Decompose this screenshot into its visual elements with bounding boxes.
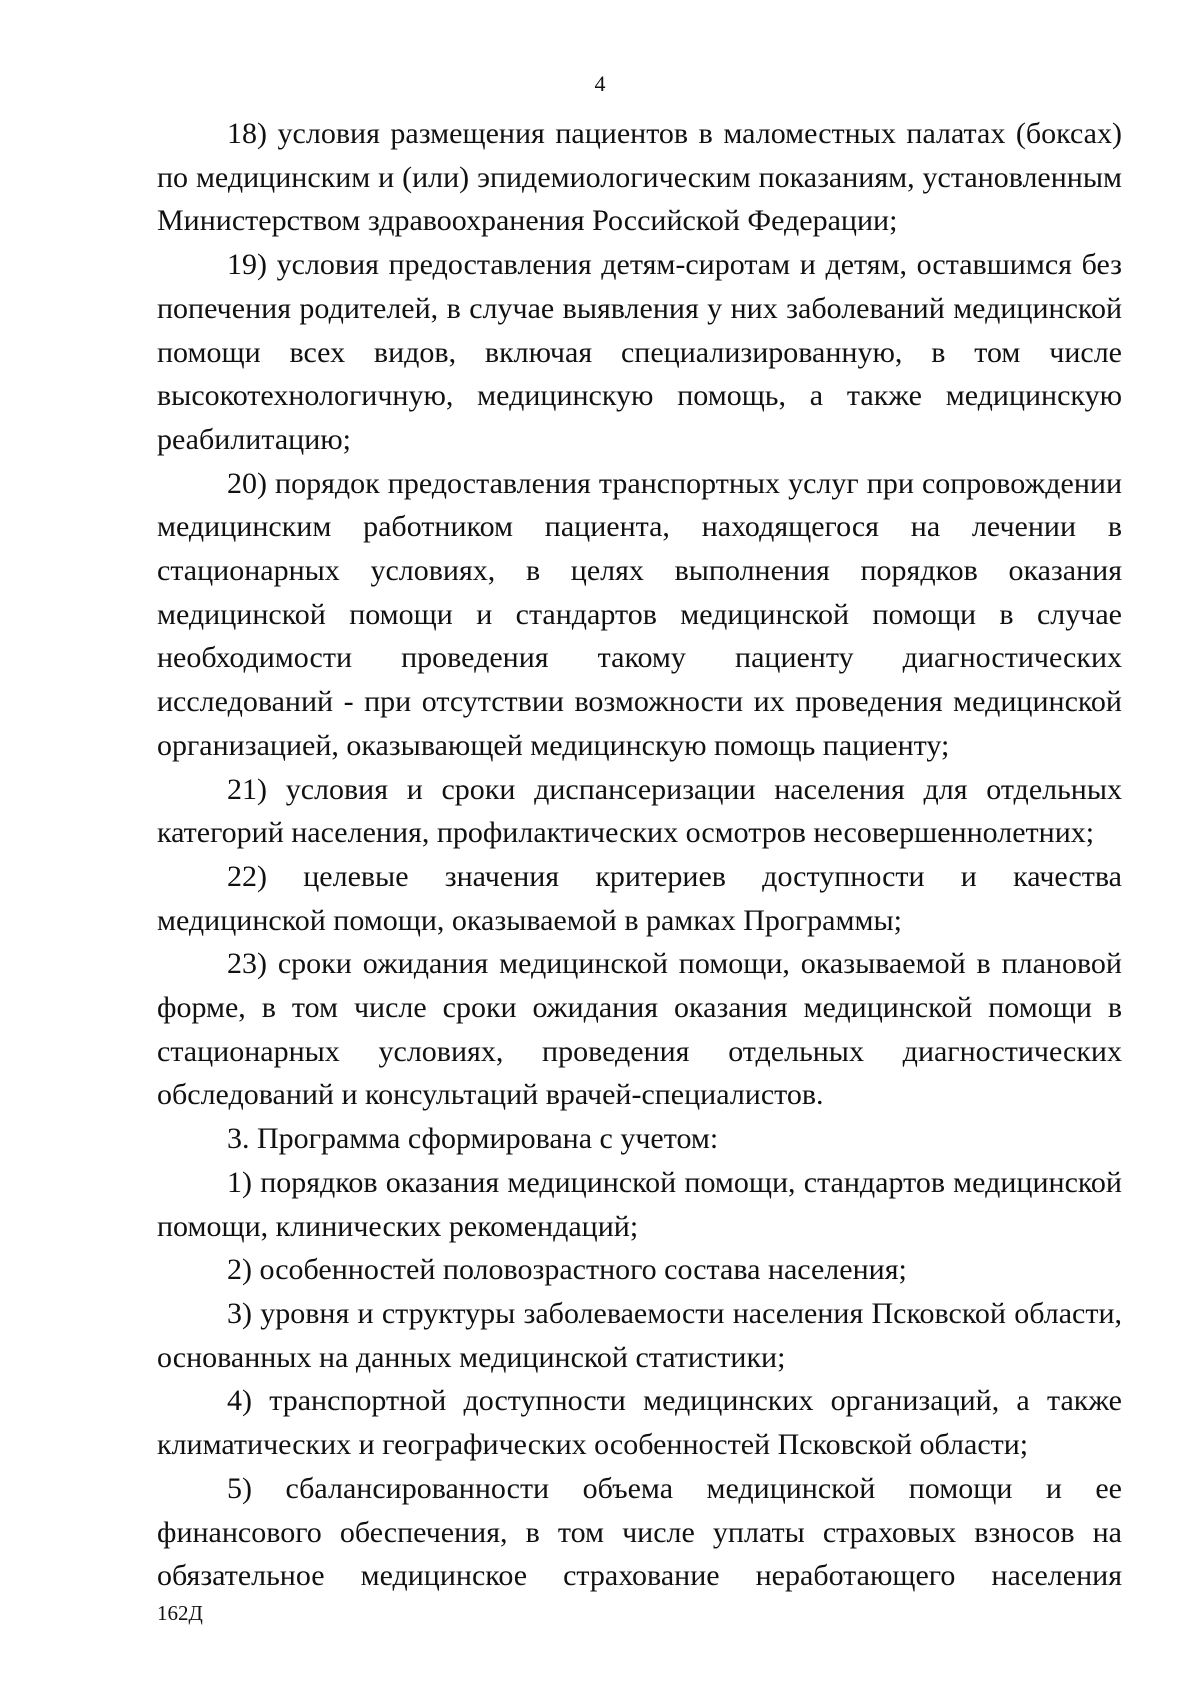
list-item-5: 5) сбалансированности объема медицинской помощи и ее финансового обеспечения, в том числе уплаты страховых взносов на обязательное медицинское страхование неработающего населения	[157, 1471, 1122, 1593]
document-code: 162Д	[157, 1601, 203, 1625]
paragraph-22: 22) целевые значения критериев доступности и качества медицинской помощи, оказываемой в рамках Программы;	[157, 859, 1122, 937]
paragraph-18: 18) условия размещения пациентов в маломестных палатах (боксах) по медицинским и (или) эпидемиологическим показаниям, установленным Министерством здравоохранения Российской Федерации;	[157, 117, 1122, 238]
list-item-4: 4) транспортной доступности медицинских организаций, а также климатических и географических особенностей Псковской области;	[157, 1384, 1122, 1462]
list-item-3: 3) уровня и структуры заболеваемости населения Псковской области, основанных на данных медицинской статистики;	[157, 1296, 1122, 1374]
document-body	[157, 112, 1122, 1598]
paragraph-20: 20) порядок предоставления транспортных услуг при сопровождении медицинским работником пациента, находящегося на лечении в стационарных условиях, в целях выполнения порядков оказания медицинской помощи и стандартов медицинской помощи в случае необходимости проведения такому пациенту диагностических исследований - при отсутствии возможности их проведения медицинской организацией, оказывающей медицинскую помощь пациенту;	[157, 466, 1122, 762]
paragraph-21: 21) условия и сроки диспансеризации населения для отдельных категорий населения, профилактических осмотров несовершеннолетних;	[157, 772, 1122, 850]
section-3-heading: 3. Программа сформирована с учетом:	[227, 1122, 719, 1156]
list-item-2: 2) особенностей половозрастного состава населения;	[227, 1253, 907, 1287]
paragraph-19: 19) условия предоставления детям-сиротам и детям, оставшимся без попечения родителей, в случае выявления у них заболеваний медицинской помощи всех видов, включая специализированную, в том числе высокотехнологичную, медицинскую помощь, а также медицинскую реабилитацию;	[157, 248, 1122, 456]
list-item-1: 1) порядков оказания медицинской помощи, стандартов медицинской помощи, клинических рекомендаций;	[157, 1165, 1122, 1243]
paragraph-23: 23) сроки ожидания медицинской помощи, оказываемой в плановой форме, в том числе сроки ожидания оказания медицинской помощи в стационарных условиях, проведения отдельных диагностических обследований и консультаций врачей-специалистов.	[157, 947, 1122, 1112]
page-number: 4	[594, 71, 606, 96]
